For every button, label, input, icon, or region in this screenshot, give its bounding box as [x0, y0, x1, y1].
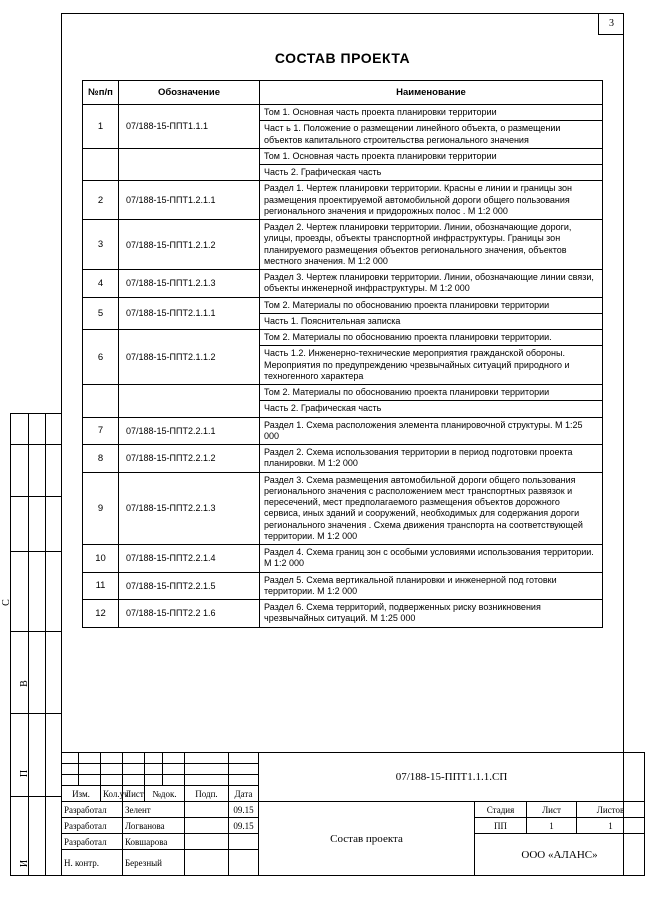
- name-4: Березный: [123, 850, 185, 876]
- row-code: 07/188-15-ППТ2.2.1.4: [119, 545, 260, 573]
- hdr-data: Дата: [229, 786, 259, 802]
- table-row: [83, 181, 603, 220]
- hdr-ndok: №док.: [145, 786, 185, 802]
- row-name: Том 1. Основная часть проекта планировки территории: [260, 148, 603, 164]
- margin-label-c: С: [0, 599, 12, 606]
- row-number: 10: [83, 545, 119, 573]
- table-row: [83, 545, 603, 573]
- table-row: [83, 472, 603, 545]
- row-code: 07/188-15-ППТ1.2.1.3: [119, 270, 260, 298]
- table-header-row: [83, 81, 603, 105]
- row-code: 07/188-15-ППТ1.2.1.1: [119, 181, 260, 220]
- table-row: [83, 330, 603, 346]
- margin-label-p: П: [19, 769, 31, 778]
- title-block: [61, 752, 645, 876]
- row-code: 07/188-15-ППТ2.2.1.2: [119, 445, 260, 473]
- row-name: Раздел 2. Схема использования территории в период подготовки проекта планировки. М 1:2 000: [260, 445, 603, 473]
- row-code: 07/188-15-ППТ2.1.1.2: [119, 330, 260, 385]
- sheet-label: Лист: [527, 802, 577, 818]
- doc-code: 07/188-15-ППТ1.1.1.СП: [259, 753, 645, 802]
- table-row: [83, 572, 603, 600]
- row-number: 9: [83, 472, 119, 545]
- margin-label-i: И: [19, 859, 31, 868]
- role-1: Разработал: [62, 802, 123, 818]
- row-code: 07/188-15-ППТ2.2 1.6: [119, 600, 260, 628]
- row-name: Часть 2. Графическая часть: [260, 401, 603, 417]
- row-code: 07/188-15-ППТ2.2.1.5: [119, 572, 260, 600]
- row-name: Раздел 1. Схема расположения элемента планировочной структуры. М 1:25 000: [260, 417, 603, 445]
- header-num: №п/п: [83, 81, 119, 105]
- table-row: [83, 220, 603, 270]
- row-number: 3: [83, 220, 119, 270]
- row-name: Том 2. Материалы по обоснованию проекта планировки территории: [260, 297, 603, 313]
- table-row: [83, 270, 603, 298]
- role-2: Разработал: [62, 818, 123, 834]
- sheet-value: 1: [527, 818, 577, 834]
- date-2: 09.15: [229, 818, 259, 834]
- row-code: [119, 385, 260, 418]
- row-code: [119, 148, 260, 181]
- row-number: 4: [83, 270, 119, 298]
- name-1: Зелент: [123, 802, 185, 818]
- table-row: [83, 105, 603, 121]
- table-body: [83, 105, 603, 628]
- page-title: СОСТАВ ПРОЕКТА: [274, 50, 411, 66]
- row-name: Том 2. Материалы по обоснованию проекта планировки территории: [260, 385, 603, 401]
- left-margin-table: [10, 413, 61, 876]
- row-number: 11: [83, 572, 119, 600]
- row-code: 07/188-15-ППТ1.1.1: [119, 105, 260, 149]
- doc-name: Состав проекта: [259, 802, 475, 876]
- sheets-label: Листов: [577, 802, 645, 818]
- row-code: 07/188-15-ППТ2.1.1.1: [119, 297, 260, 330]
- role-4: Н. контр.: [62, 850, 123, 876]
- stage-value: ПП: [475, 818, 527, 834]
- row-number: 8: [83, 445, 119, 473]
- composition-table: [82, 80, 603, 628]
- table-row: [83, 445, 603, 473]
- row-number: 2: [83, 181, 119, 220]
- row-number: 6: [83, 330, 119, 385]
- table-row: [83, 417, 603, 445]
- margin-label-v: В: [18, 680, 30, 687]
- table-row: [83, 385, 603, 401]
- row-name: Часть 2. Графическая часть: [260, 165, 603, 181]
- header-name: Наименование: [260, 81, 603, 105]
- role-3: Разработал: [62, 834, 123, 850]
- table-row: [83, 148, 603, 164]
- row-number: 1: [83, 105, 119, 149]
- row-code: 07/188-15-ППТ2.2.1.1: [119, 417, 260, 445]
- organization: ООО «АЛАНС»: [475, 834, 645, 876]
- date-4: [229, 850, 259, 876]
- hdr-podp: Подп.: [185, 786, 229, 802]
- table-row: [83, 297, 603, 313]
- date-1: 09.15: [229, 802, 259, 818]
- table-row: [83, 600, 603, 628]
- row-name: Том 2. Материалы по обоснованию проекта планировки территории.: [260, 330, 603, 346]
- stage-label: Стадия: [475, 802, 527, 818]
- row-name: Том 1. Основная часть проекта планировки территории: [260, 105, 603, 121]
- row-number: [83, 385, 119, 418]
- row-name: Раздел 3. Чертеж планировки территории. Линии, обозначающие линии связи, объекты инженерной инфраструктуры. М 1:2 000: [260, 270, 603, 298]
- row-number: 12: [83, 600, 119, 628]
- name-2: Логванова: [123, 818, 185, 834]
- name-3: Ковшарова: [123, 834, 185, 850]
- sheets-value: 1: [577, 818, 645, 834]
- hdr-koluch: Кол.уч: [101, 786, 123, 802]
- row-name: Часть 1. Пояснительная записка: [260, 313, 603, 329]
- hdr-izm: Изм.: [62, 786, 101, 802]
- row-name: Част ь 1. Положение о размещении линейного объекта, о размещении объектов капитального строительства регионального значения: [260, 121, 603, 149]
- row-code: 07/188-15-ППТ1.2.1.2: [119, 220, 260, 270]
- row-name: Раздел 1. Чертеж планировки территории. Красны е линии и границы зон размещения проектируемой автомобильной дороги общего пользования регионального значения и придорожных полос . М 1:2 000: [260, 181, 603, 220]
- row-name: Раздел 6. Схема территорий, подверженных риску возникновения чрезвычайных ситуаций. М 1:25 000: [260, 600, 603, 628]
- date-3: [229, 834, 259, 850]
- hdr-list: Лист: [123, 786, 145, 802]
- row-name: Раздел 5. Схема вертикальной планировки и инженерной под готовки территории. М 1:2 000: [260, 572, 603, 600]
- row-name: Часть 1.2. Инженерно-технические мероприятия гражданской обороны. Мероприятия по предупреждению чрезвычайных ситуаций природного и техногенного характера: [260, 346, 603, 385]
- row-number: 7: [83, 417, 119, 445]
- row-number: [83, 148, 119, 181]
- row-number: 5: [83, 297, 119, 330]
- row-code: 07/188-15-ППТ2.2.1.3: [119, 472, 260, 545]
- header-code: Обозначение: [119, 81, 260, 105]
- row-name: Раздел 3. Схема размещения автомобильной дороги общего пользования регионального значения с расположением мест транспортных развязок и пересечений, мест предполагаемого размещения объектов дорожного сервиса, иных зданий и сооружений, необходимых для содержания дороги регионального значения . Схема движения транспорта на соответствующей территории. М 1:2 000: [260, 472, 603, 545]
- row-name: Раздел 2. Чертеж планировки территории. Линии, обозначающие дороги, улицы, проезды, объекты транспортной инфраструктуры. Границы зон планируемого размещения объектов регионального значения, объектов местного значения. М 1:2 000: [260, 220, 603, 270]
- sheet-number: 3: [598, 13, 624, 35]
- row-name: Раздел 4. Схема границ зон с особыми условиями использования территории. М 1:2 000: [260, 545, 603, 573]
